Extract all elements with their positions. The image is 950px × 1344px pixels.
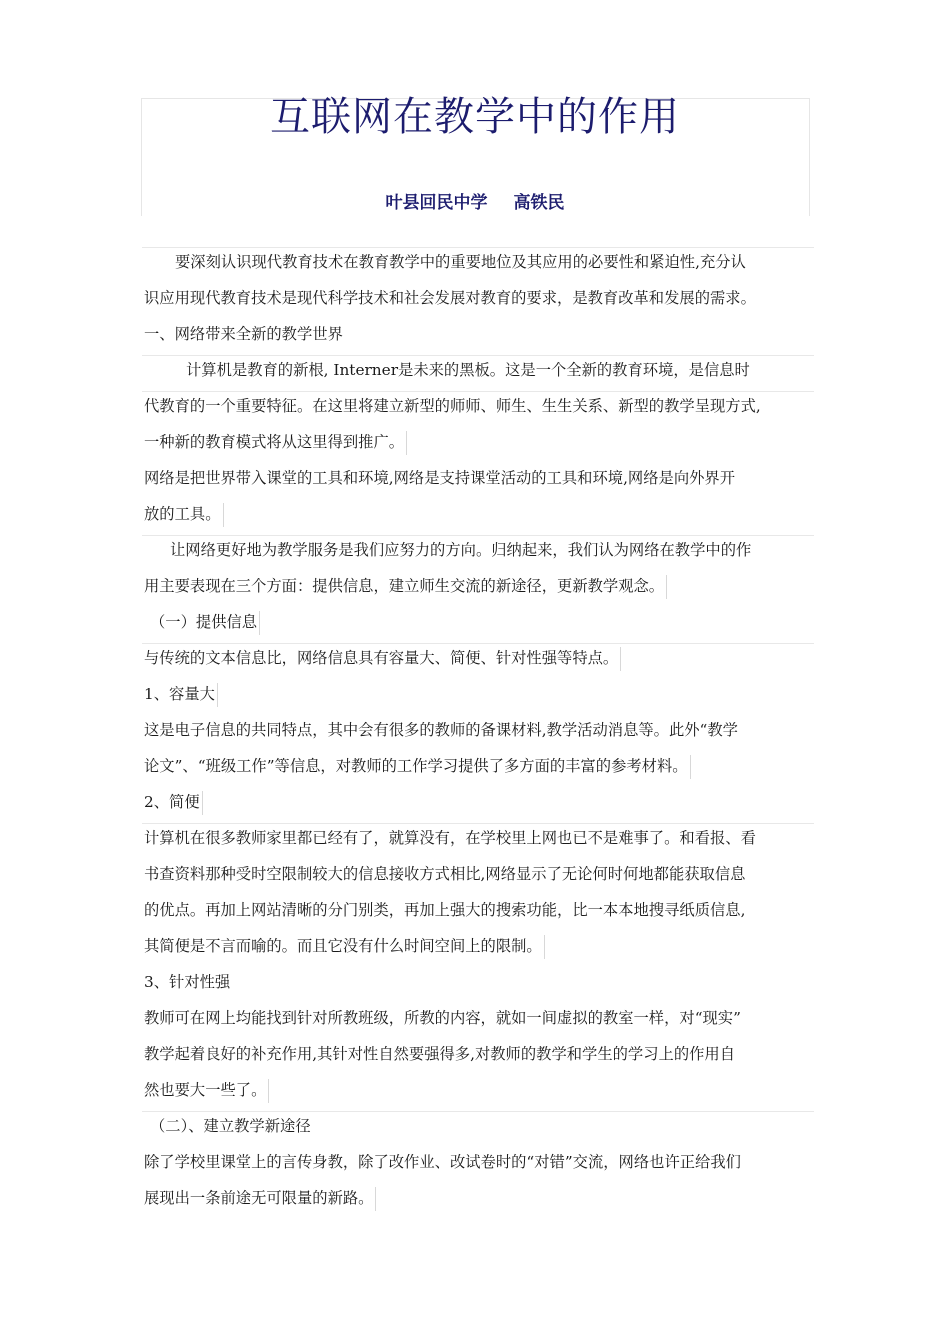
section-heading: 2、简便 [144, 784, 814, 820]
section-heading: 一、网络带来全新的教学世界 [144, 325, 343, 343]
paragraph-line: 放的工具。 [144, 496, 814, 532]
document-body [144, 244, 814, 1216]
paragraph-line: 除了学校里课堂上的言传身教，除了改作业、改试卷时的“对错”交流，网络也许正给我们 [144, 1153, 741, 1171]
author-school: 叶县回民中学 [385, 193, 488, 213]
paragraph-line: 计算机是教育的新根, Interner是未来的黑板。这是一个全新的教育环境，是信息时 [144, 352, 814, 388]
paragraph-line: 要深刻认识现代教育技术在教育教学中的重要地位及其应用的必要性和紧迫性,充分认 [144, 244, 814, 280]
paragraph-line: 代教育的一个重要特征。在这里将建立新型的师师、师生、生生关系、新型的教学呈现方式, [144, 388, 814, 424]
section-heading: （一）提供信息 [144, 604, 814, 640]
paragraph-line: 与传统的文本信息比，网络信息具有容量大、简便、针对性强等特点。 [144, 640, 814, 676]
author-line [0, 191, 950, 215]
paragraph-line: 计算机在很多教师家里都已经有了，就算没有，在学校里上网也已不是难事了。和看报、看 [144, 820, 814, 856]
paragraph-line: 这是电子信息的共同特点，其中会有很多的教师的备课材料,教学活动消息等。此外“教学 [144, 721, 738, 739]
paragraph-line: 一种新的教育模式将从这里得到推广。 [144, 424, 814, 460]
paragraph-line: 教师可在网上均能找到针对所教班级，所教的内容，就如一间虚拟的教室一样，对“现实” [144, 1009, 741, 1027]
paragraph-line: 书查资料那种受时空限制较大的信息接收方式相比,网络显示了无论何时何地都能获取信息 [144, 865, 746, 883]
paragraph-line: 用主要表现在三个方面：提供信息，建立师生交流的新途径，更新教学观念。 [144, 568, 814, 604]
paragraph-line: 展现出一条前途无可限量的新路。 [144, 1180, 814, 1216]
section-heading: （二）、建立教学新途径 [144, 1108, 814, 1144]
paragraph-line: 其简便是不言而喻的。而且它没有什么时间空间上的限制。 [144, 928, 814, 964]
paragraph-line: 然也要大一些了。 [144, 1072, 814, 1108]
paragraph-line: 论文”、“班级工作”等信息，对教师的工作学习提供了多方面的丰富的参考材料。 [144, 748, 814, 784]
section-heading: 1、容量大 [144, 676, 814, 712]
paragraph-line: 让网络更好地为教学服务是我们应努力的方向。归纳起来，我们认为网络在教学中的作 [144, 532, 814, 568]
paragraph-line: 教学起着良好的补充作用,其针对性自然要强得多,对教师的教学和学生的学习上的作用自 [144, 1045, 736, 1063]
paragraph-line: 的优点。再加上网站清晰的分门别类，再加上强大的搜索功能，比一本本地搜寻纸质信息, [144, 901, 746, 919]
document-title: 互联网在教学中的作用 [270, 94, 680, 140]
paragraph-line: 识应用现代教育技术是现代科学技术和社会发展对教育的要求，是教育改革和发展的需求。 [144, 289, 756, 307]
section-heading: 3、针对性强 [144, 973, 231, 991]
paragraph-line: 网络是把世界带入课堂的工具和环境,网络是支持课堂活动的工具和环境,网络是向外界开 [144, 469, 736, 487]
author-name: 高铁民 [513, 193, 565, 213]
